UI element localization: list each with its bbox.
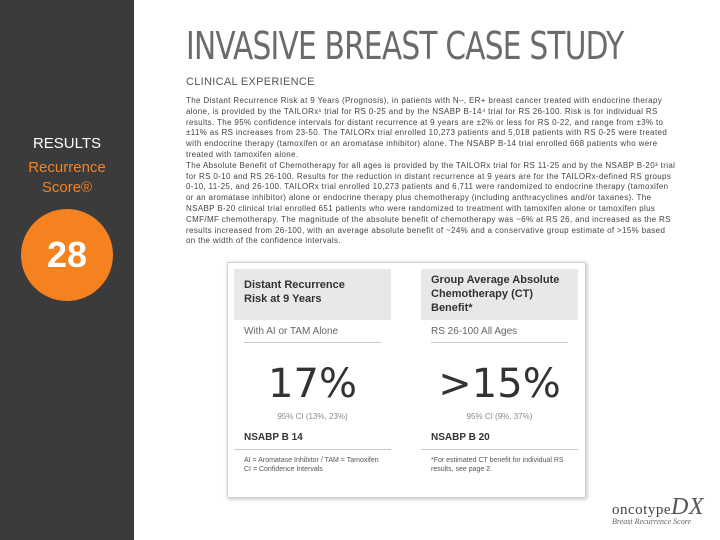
logo-brand: oncotype xyxy=(612,502,671,518)
footnote xyxy=(431,456,571,474)
footnote-line: AI = Aromatase Inhibitor / TAM = Tamoxifen xyxy=(244,457,379,464)
divider xyxy=(234,449,391,450)
oncotype-dx-logo xyxy=(612,494,712,526)
sidebar xyxy=(0,0,134,540)
score-badge: 28 xyxy=(21,209,113,301)
card-header-line: Chemotherapy (CT) xyxy=(431,288,534,300)
footnote-line: results, see page 2. xyxy=(431,466,493,473)
recurrence-score-label xyxy=(0,158,134,198)
results-panel xyxy=(227,262,586,498)
trial-name: NSABP B 20 xyxy=(431,432,490,443)
paragraph-chemo-benefit: The Absolute Benefit of Chemotherapy for all ages is provided by the TAILORx trial for RS 11-25 and by the NSABP B-20³ trial for RS 0-10 and RS 26-100. Results for the reduction in distant recurrence at 9 years are for the TAILORx-defined RS groups 0-10, 11-25, and 26-100. TAILORx trial enrolled 10,273 patients and 6,711 were randomized to endocrine therapy (tamoxifen or an aromatase inhibitor) alone or endocrine therapy plus chemotherapy (including anthracyclines and/or taxanes). The NSABP B-20 clinical trial enrolled 651 patients who were randomized to treatment with tamoxifen alone or tamoxifen plus CMF/MF chemotherapy. The magnitude of the absolute benefit of chemotherapy was ~6% at RS 26, and increased as the RS results increased from 26-100, with an average absolute benefit of ~24% and a conservative group estimate of >15% based on the width of the confidence intervals. xyxy=(186,160,676,246)
divider xyxy=(421,449,578,450)
card-header-line: Distant Recurrence xyxy=(244,279,345,291)
card-header-line: Benefit* xyxy=(431,302,473,314)
card-header xyxy=(234,269,391,320)
card-subheader: With AI or TAM Alone xyxy=(244,326,339,337)
card-subheader: RS 26-100 All Ages xyxy=(431,326,518,337)
footnote-line: CI = Confidence Intervals xyxy=(244,466,323,473)
divider xyxy=(431,342,568,343)
section-heading: CLINICAL EXPERIENCE xyxy=(186,76,315,88)
risk-value: 17% xyxy=(268,361,357,407)
page-title: INVASIVE BREAST CASE STUDY xyxy=(186,24,624,68)
trial-name: NSABP B 14 xyxy=(244,432,303,443)
paragraph-prognosis: The Distant Recurrence Risk at 9 Years (Prognosis), in patients with N–, ER+ breast cancer treated with endocrine therapy alone, is provided by the TAILORx¹ trial for RS 0-25 and by the NSABP B-14⁴ trial for RS 26-100. Risk is for individual RS results. The 95% confidence intervals for distant recurrence at 9 years are ±2% or less for RS 0-22, and range from ±3% to ±11% as RS increases from 23-50. The TAILORx trial enrolled 10,273 patients and 5,018 patients with RS 0-25 were treated with endocrine therapy (tamoxifen or an aromatase inhibitor) alone. The NSABP B-14 trial enrolled 668 patients who were treated with tamoxifen alone. xyxy=(186,96,668,159)
confidence-interval: 95% CI (13%, 23%) xyxy=(277,412,348,421)
footnote-line: *For estimated CT benefit for individual RS xyxy=(431,457,564,464)
card-header xyxy=(421,269,578,320)
card-header-line: Risk at 9 Years xyxy=(244,293,322,305)
benefit-value: >15% xyxy=(438,361,561,407)
distant-recurrence-card xyxy=(234,269,391,491)
logo-brand-suffix: DX xyxy=(670,494,704,520)
logo-tagline: Breast Recurrence Score xyxy=(612,517,692,526)
card-header-line: Group Average Absolute xyxy=(431,274,560,286)
chemo-benefit-card xyxy=(421,269,578,491)
results-label: RESULTS xyxy=(32,135,102,152)
recurrence-score-label-line2: Score® xyxy=(41,179,93,196)
recurrence-score-label-line1: Recurrence xyxy=(28,159,106,176)
card-header-text xyxy=(431,273,559,315)
footnote xyxy=(244,456,384,474)
confidence-interval: 95% CI (9%, 37%) xyxy=(466,412,533,421)
divider xyxy=(244,342,381,343)
card-header-text xyxy=(244,278,345,306)
body-text xyxy=(186,96,676,247)
